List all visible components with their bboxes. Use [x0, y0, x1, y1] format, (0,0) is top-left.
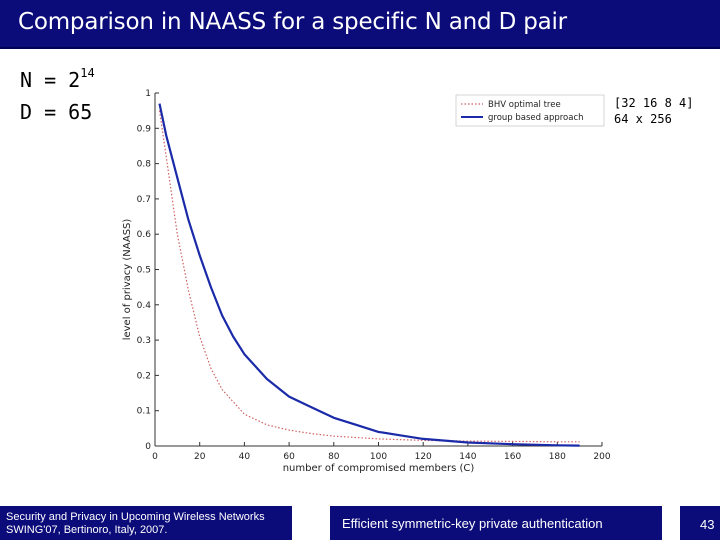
slide-title: Comparison in NAASS for a specific N and D pair [18, 9, 567, 35]
y-tick-label: 0.9 [136, 124, 151, 135]
legend-label-1: group based approach [488, 113, 584, 123]
y-tick-label: 0.3 [136, 336, 151, 347]
y-tick-label: 0.1 [136, 406, 151, 417]
y-tick-label: 0.5 [136, 265, 151, 276]
config-line-1: [32 16 8 4] [614, 96, 694, 110]
y-tick-label: 0 [145, 442, 151, 452]
y-tick-label: 1 [145, 89, 151, 99]
x-tick-label: 180 [548, 452, 566, 462]
x-tick-label: 160 [504, 452, 522, 462]
chart-legend [456, 95, 604, 126]
x-tick-label: 80 [328, 452, 340, 462]
venue-line-1: Security and Privacy in Upcoming Wireless Networks [6, 511, 265, 523]
x-tick-label: 40 [238, 452, 251, 462]
y-tick-label: 0.7 [136, 194, 151, 205]
y-tick-label: 0.4 [136, 300, 151, 311]
x-tick-label: 200 [593, 452, 611, 462]
y-tick-label: 0.2 [136, 371, 151, 382]
n-exponent: 14 [80, 66, 95, 81]
x-tick-label: 100 [369, 452, 388, 462]
y-tick-label: 0.8 [136, 159, 151, 170]
x-tick-label: 140 [459, 452, 477, 462]
x-tick-label: 60 [283, 452, 295, 462]
y-tick-label: 0.6 [136, 230, 151, 241]
y-axis-title: level of privacy (NAASS) [122, 218, 133, 341]
footer [0, 506, 720, 540]
footer-topic: Efficient symmetric-key private authentication [330, 506, 662, 540]
d-parameter: D = 65 [20, 100, 93, 124]
n-label: N = 2 [20, 68, 81, 92]
config-line-2: 64 x 256 [614, 112, 672, 126]
footer-venue [0, 506, 292, 540]
x-tick-label: 120 [414, 452, 432, 462]
x-tick-label: 20 [193, 452, 206, 462]
chart-background [120, 85, 610, 465]
legend-label-0: BHV optimal tree [488, 100, 561, 110]
x-axis-title: number of compromised members (C) [282, 463, 475, 474]
x-tick-label: 0 [152, 452, 158, 462]
venue-line-2: SWING'07, Bertinoro, Italy, 2007. [6, 524, 168, 536]
page-number: 43 [680, 506, 720, 540]
